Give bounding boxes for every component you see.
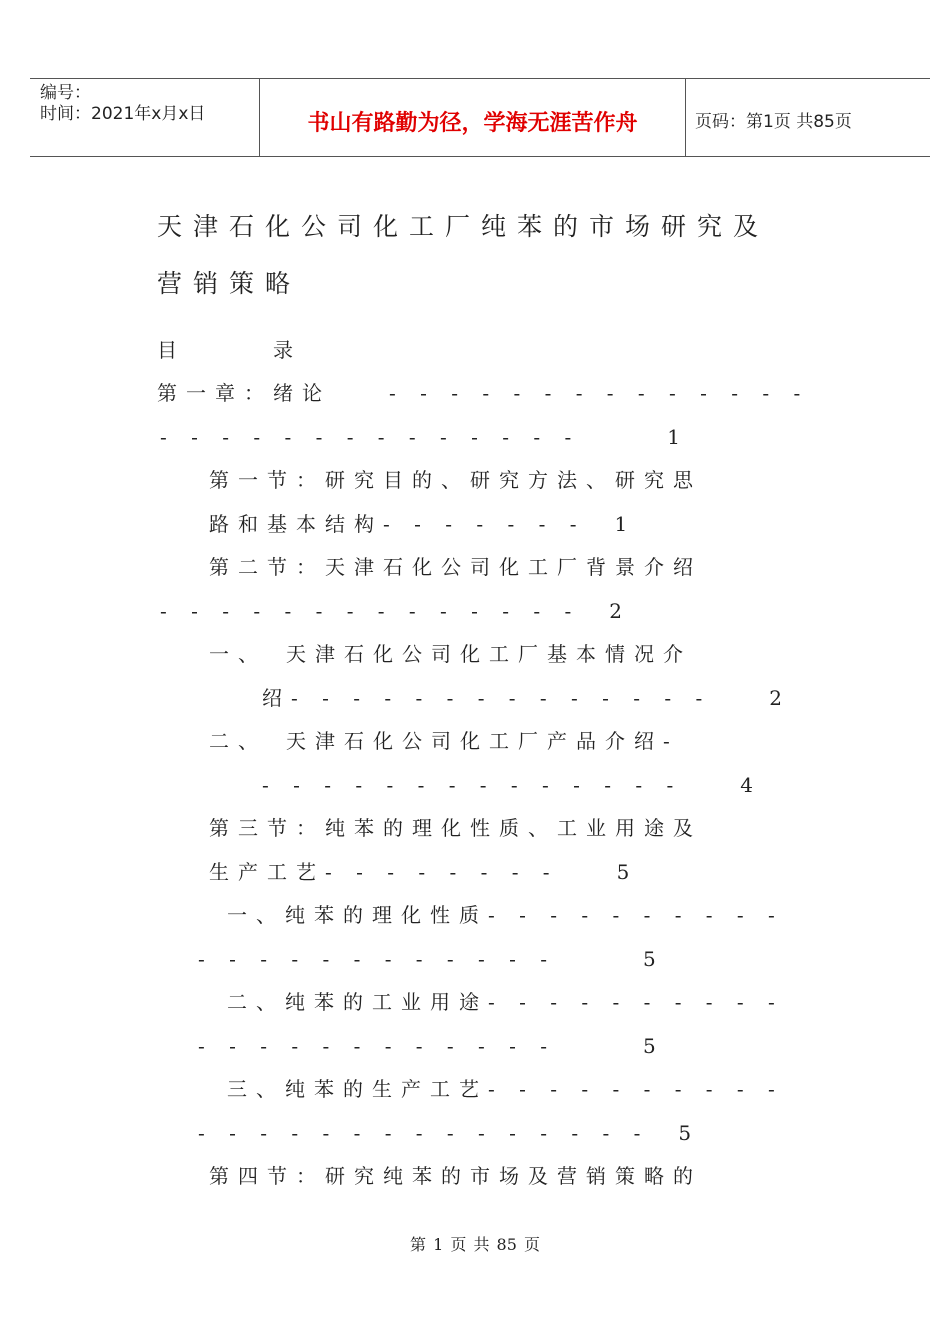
- toc-line: - - - - - - - - - - - - 5: [198, 1034, 665, 1058]
- header-page-info: 页码：第1页 共85页: [695, 112, 852, 132]
- toc-line: 二、纯苯的工业用途- - - - - - - - - -: [227, 990, 784, 1014]
- toc-line: - - - - - - - - - - - - 5: [198, 947, 665, 971]
- toc-line: - - - - - - - - - - - - - - 2: [160, 599, 631, 623]
- toc-line: 三、纯苯的生产工艺- - - - - - - - - -: [227, 1077, 784, 1101]
- header-divider-right: [685, 79, 686, 156]
- time-label: 时间：2021年x月x日: [40, 104, 206, 124]
- toc-line: 第一章：绪论 - - - - - - - - - - - - - -: [157, 381, 810, 405]
- toc-line: 第二节：天津石化公司化工厂背景介绍: [209, 555, 702, 579]
- toc-line: 一、纯苯的理化性质- - - - - - - - - -: [227, 903, 784, 927]
- toc-line: 一、 天津石化公司化工厂基本情况介: [209, 642, 692, 666]
- document-title: 天津石化公司化工厂纯苯的市场研究及营销策略: [157, 212, 770, 298]
- toc-heading: 目 录: [157, 338, 302, 362]
- toc-line: - - - - - - - - - - - - - - - 5: [198, 1121, 701, 1145]
- number-label: 编号：: [40, 83, 91, 103]
- toc-line: 第四节：研究纯苯的市场及营销策略的: [209, 1164, 702, 1188]
- header-meta: [40, 83, 205, 125]
- header-motto: 书山有路勤为径，学海无涯苦作舟: [307, 111, 638, 136]
- document-header: [30, 78, 930, 157]
- toc-line: 第一节：研究目的、研究方法、研究思: [209, 468, 702, 492]
- toc-line: 路和基本结构- - - - - - - 1: [209, 512, 637, 536]
- page-footer: 第 1 页 共 85 页: [410, 1235, 540, 1254]
- toc-line: 生产工艺- - - - - - - - 5: [209, 860, 639, 884]
- toc-line: 绍- - - - - - - - - - - - - - 2: [262, 686, 791, 710]
- toc-line: 二、 天津石化公司化工厂产品介绍-: [209, 729, 679, 753]
- toc-line: 第三节：纯苯的理化性质、工业用途及: [209, 816, 702, 840]
- toc-line: - - - - - - - - - - - - - - 4: [262, 773, 762, 797]
- toc-line: - - - - - - - - - - - - - - 1: [160, 425, 689, 449]
